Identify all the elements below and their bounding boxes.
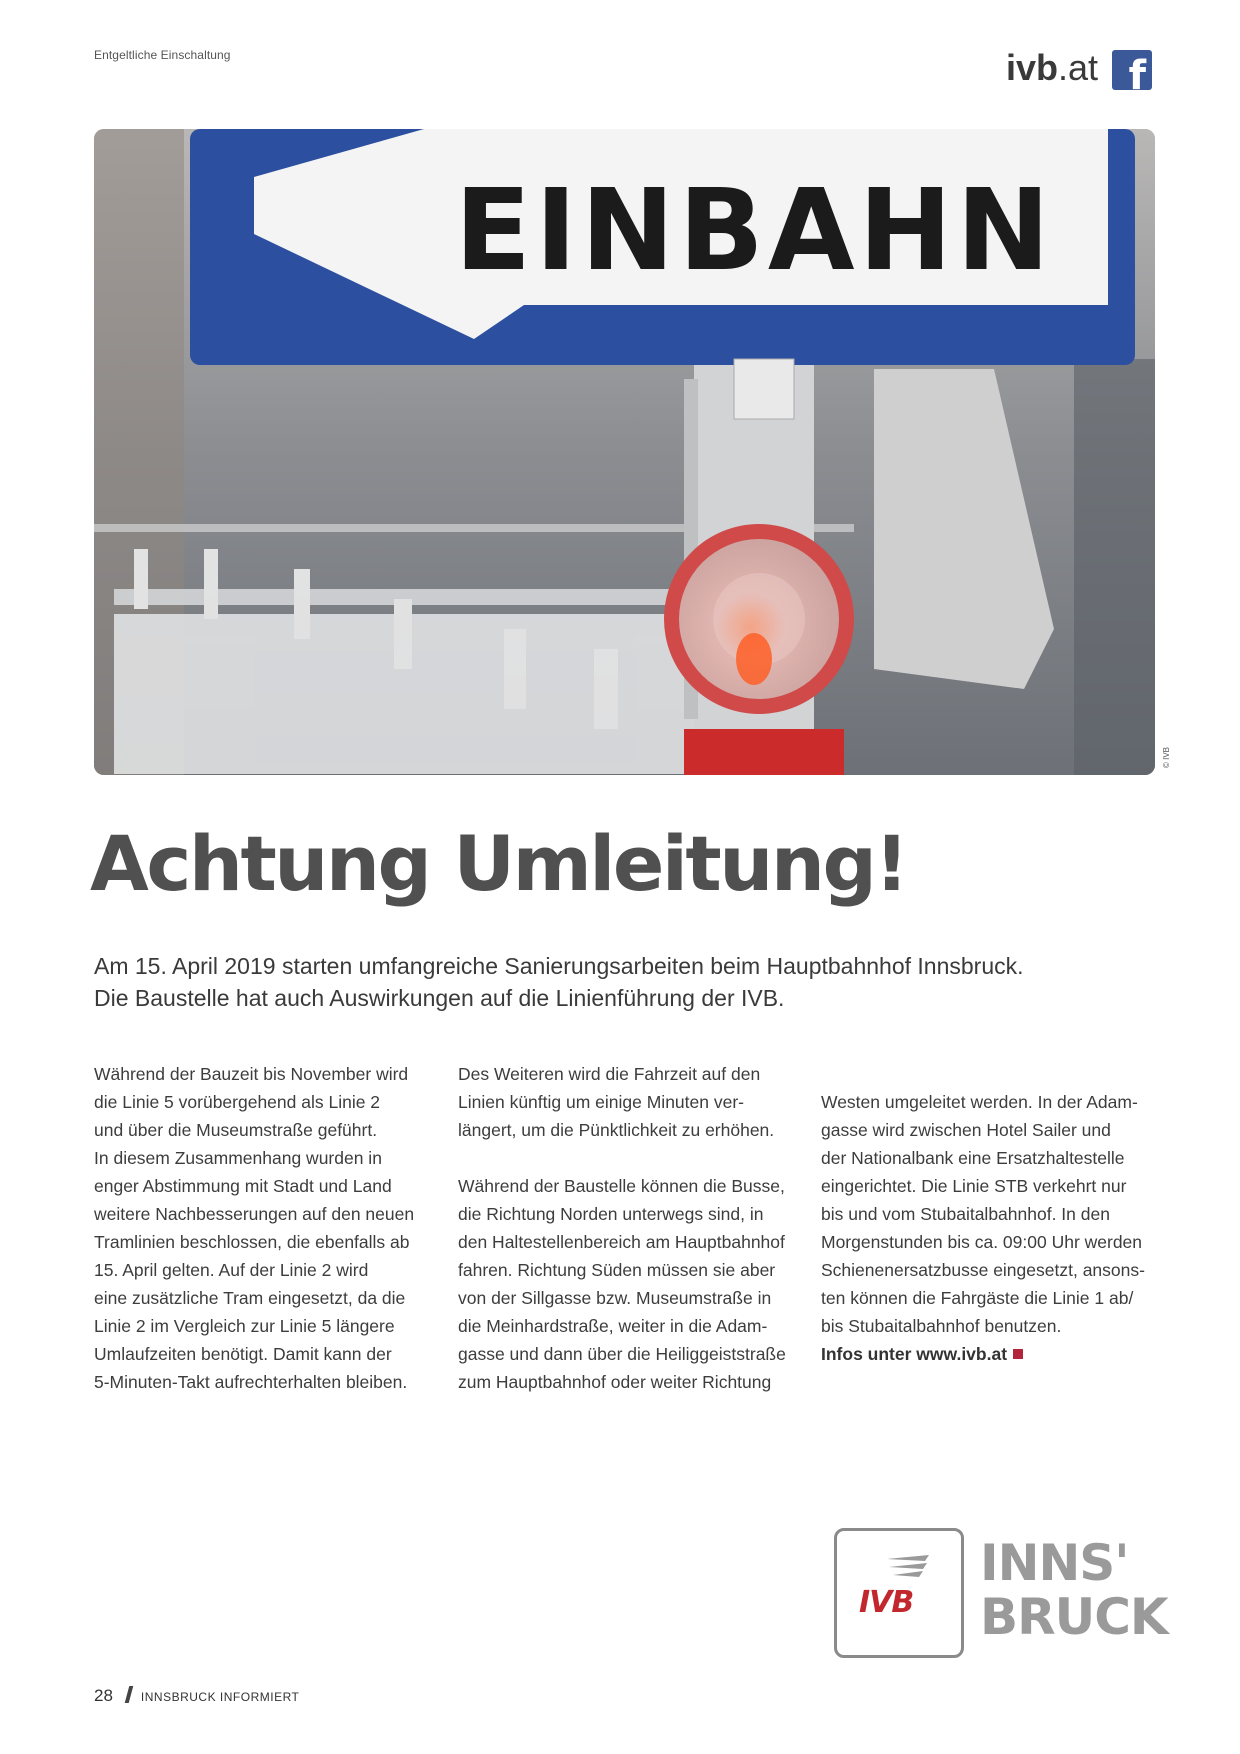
facebook-glyph: f: [1128, 53, 1146, 99]
facebook-icon[interactable]: [1112, 50, 1152, 99]
article-column-3: [821, 1060, 1161, 1396]
brand-url-bold: ivb: [1005, 47, 1058, 88]
article-lead: [94, 950, 1174, 1014]
brand-url[interactable]: [1005, 47, 1098, 88]
hero-photo: [94, 129, 1155, 775]
page-number: 28: [94, 1686, 113, 1705]
sign-text: EINBAHN: [454, 166, 1054, 296]
ivb-swoosh-icon: [885, 1553, 933, 1589]
ivb-logo-text: IVB: [859, 1585, 914, 1620]
article-title: Achtung Umleitung!: [90, 819, 907, 908]
lead-line-1: Am 15. April 2019 starten umfangreiche Sanierungsarbeiten beim Hauptbahnhof Innsbruck.: [94, 953, 1024, 979]
brand-url-domain: .at: [1057, 47, 1098, 88]
page-footer: [94, 1686, 299, 1706]
article-column-1: Während der Bauzeit bis November wird die Linie 5 vorübergehend als Linie 2 und über die Museumstraße geführt. In diesem Zusammenhang wurden in enger Abstimmung mit Stadt und Land weitere Nachbesserungen auf den neuen Tramlinien beschlossen, die ebenfalls ab 15. April gelten. Auf der Linie 2 wird eine zusätzliche Tram eingesetzt, da die Linie 2 im Vergleich zur Linie 5 längere Umlaufzeiten benötigt. Damit kann der 5-Minuten-Takt aufrechterhalten bleiben.: [94, 1064, 415, 1392]
photo-credit: © IVB: [1162, 746, 1171, 768]
lead-line-2: Die Baustelle hat auch Auswirkungen auf die Linienführung der IVB.: [94, 985, 785, 1011]
innsbruck-logo: [980, 1536, 1168, 1644]
innsbruck-logo-line-2: BRUCK: [980, 1588, 1168, 1646]
info-link[interactable]: [821, 1340, 1161, 1368]
einbahn-sign-photo: [94, 129, 1155, 775]
red-square-icon: [1013, 1349, 1023, 1359]
innsbruck-logo-line-1: INNS': [980, 1534, 1129, 1592]
info-link-text: Infos unter www.ivb.at: [821, 1344, 1008, 1364]
footer-divider: [125, 1686, 134, 1703]
article-column-2: Des Weiteren wird die Fahrzeit auf den Linien künftig um einige Minuten ver- längert, um die Pünktlichkeit zu erhöhen. Während der Baustelle können die Busse, die Richtung Norden unterwegs sind, in den Haltestellenbereich am Hauptbahnhof fahren. Richtung Süden müssen sie aber von der Sillgasse bzw. Museumstraße in die Meinhardstraße, weiter in die Adam- gasse und dann über die Heiliggeiststraße zum Hauptbahnhof oder weiter Richtung: [458, 1064, 786, 1392]
advertisement-label: Entgeltliche Einschaltung: [94, 48, 231, 62]
column-3-text: Westen umgeleitet werden. In der Adam- gasse wird zwischen Hotel Sailer und der Nationalbank eine Ersatzhaltestelle eingerichtet. Die Linie STB verkehrt nur bis und vom Stubaitalbahnhof. In den Morgenstunden bis ca. 09:00 Uhr werden Schienenersatzbusse eingesetzt, ansons- ten können die Fahrgäste die Linie 1 ab/ bis Stubaitalbahnhof benutzen.: [821, 1092, 1145, 1336]
publication-name: INNSBRUCK INFORMIERT: [140, 1690, 300, 1704]
ivb-logo: [834, 1528, 964, 1658]
